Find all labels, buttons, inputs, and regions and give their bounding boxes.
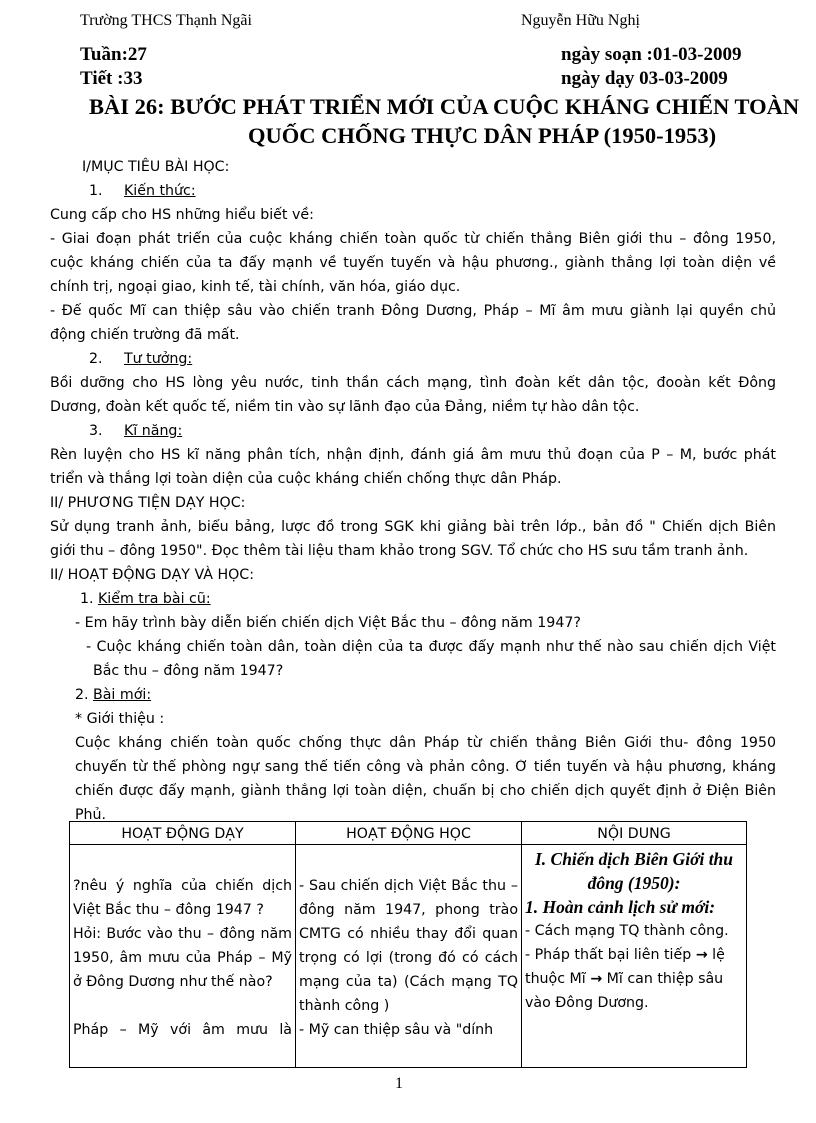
- activity-table: [69, 821, 747, 1068]
- attitude-line-1: Bồi dưỡng cho HS lòng yêu nước, tinh thần cách mạng, tình đoàn kết dân tộc, đooàn kết Đông: [50, 375, 776, 391]
- check-number: 1.: [80, 591, 94, 607]
- intro-label: * Giới thiệu :: [75, 711, 165, 727]
- intro-paragraph-line4: Phủ.: [75, 807, 107, 823]
- learning-answer-1: - Sau chiến dịch Việt Bắc thu – đông năm 1947, phong trào CMTG có nhiều thay đổi quan trọng có lợi (trong đó có cách mạng của ta) (Cách mạng TQ thành công ): [299, 878, 518, 1014]
- knowledge-label: Kiến thức:: [124, 183, 196, 199]
- attitude-label: Tư tưởng:: [124, 351, 193, 367]
- check-label: Kiểm tra bài cũ:: [98, 591, 211, 607]
- teaching-question-1: ?nêu ý nghĩa của chiến dịch Việt Bắc thu – đông 1947 ?: [73, 878, 292, 918]
- knowledge-intro: Cung cấp cho HS những hiểu biết về:: [50, 207, 314, 223]
- content-heading: I. Chiến dịch Biên Giới thu đông (1950):: [534, 849, 734, 893]
- skill-line-2: triển và thắng lợi toàn diện của cuộc kháng chiến chống thực dân Pháp.: [50, 471, 562, 487]
- review-question-2-line2: Bắc thu – đông năm 1947?: [93, 663, 284, 679]
- period-label: Tiết :33: [80, 68, 143, 89]
- review-question-2-line1: - Cuộc kháng chiến toàn dân, toàn diện của ta được đẩy mạnh như thế nào sau chiến dịch Việt: [86, 639, 776, 655]
- teaching-cell: [70, 845, 296, 1068]
- content-cell: [522, 845, 747, 1068]
- attitude-line-2: Dương, đoàn kết quốc tế, niềm tin vào sự lãnh đạo của Đảng, niềm tự hào dân tộc.: [50, 399, 640, 415]
- new-lesson-number: 2.: [75, 687, 89, 703]
- teaching-question-3: Pháp – Mỹ với âm mưu là: [73, 1022, 292, 1038]
- skill-line-1: Rèn luyện cho HS kĩ năng phân tích, nhận định, đánh giá âm mưu thủ đoạn của P – M, bước phát: [50, 447, 776, 463]
- right-arrow-icon: →: [695, 947, 708, 963]
- right-arrow-icon: →: [590, 971, 603, 987]
- new-lesson-label: Bài mới:: [93, 687, 152, 703]
- week-label: Tuần:27: [80, 44, 147, 65]
- teach-date: ngày dạy 03-03-2009: [561, 68, 728, 89]
- knowledge-line-5: động chiến trường đã mất.: [50, 327, 240, 343]
- learning-cell: [296, 845, 522, 1068]
- content-bullet-2c: Mĩ can thiệp sâu vào Đông Dương.: [525, 971, 724, 1011]
- section-materials-heading: II/ PHƯƠNG TIỆN DẠY HỌC:: [50, 495, 246, 511]
- section-objectives-heading: I/MỤC TIÊU BÀI HỌC:: [82, 159, 230, 175]
- lesson-title-line1: BÀI 26: BƯỚC PHÁT TRIỂN MỚI CỦA CUỘC KHÁNG CHIẾN TOÀN: [89, 94, 800, 119]
- skill-number: 3.: [89, 423, 103, 439]
- attitude-number: 2.: [89, 351, 103, 367]
- prep-date: ngày soạn :01-03-2009: [561, 44, 742, 65]
- knowledge-line-1: - Giai đoạn phát triển của cuộc kháng chiến toàn quốc từ chiến thắng Biên giới thu – đông 1950,: [50, 231, 776, 247]
- materials-line-1: Sử dụng tranh ảnh, biểu bảng, lược đồ trong SGK khi giảng bài trên lớp., bản đồ " Chiến dịch Biên: [50, 519, 776, 535]
- knowledge-line-2: cuộc kháng chiến của ta đẩy mạnh về tuyển tuyến và hậu phương., giành thắng lợi toàn diện về: [50, 255, 776, 271]
- header-teaching: HOẠT ĐỘNG DẠY: [70, 822, 296, 845]
- content-bullet-1: - Cách mạng TQ thành công.: [525, 923, 729, 939]
- table-row: [70, 845, 747, 1068]
- materials-line-2: giới thu – đông 1950". Đọc thêm tài liệu tham khảo trong SGV. Tổ chức cho HS sưu tầm tranh ảnh.: [50, 543, 749, 559]
- learning-answer-2: - Mỹ can thiệp sâu và "dính: [299, 1022, 494, 1038]
- content-bullet-2a: - Pháp thất bại liên tiếp: [525, 947, 692, 963]
- review-question-1: - Em hãy trình bày diễn biến chiến dịch Việt Bắc thu – đông năm 1947?: [75, 615, 581, 631]
- teacher-name: Nguyễn Hữu Nghị: [521, 12, 640, 29]
- school-name: Trường THCS Thạnh Ngãi: [80, 12, 252, 29]
- knowledge-line-3: chính trị, ngoại giao, kinh tế, tài chính, văn hóa, giáo dục.: [50, 279, 461, 295]
- intro-paragraph-line3: chiến được đẩy mạnh, giành thắng lợi toàn diện, chuẩn bị cho chiến dịch quyết định ở Điện Biên: [75, 783, 776, 799]
- intro-paragraph-line1: Cuộc kháng chiến toàn quốc chống thực dân Pháp từ chiến thắng Biên Giới thu- đông 1950: [75, 735, 776, 751]
- knowledge-line-4: - Đế quốc Mĩ can thiệp sâu vào chiến tranh Đông Dương, Pháp – Mĩ âm mưu giành lại quyền chủ: [50, 303, 776, 319]
- page-number: 1: [395, 1075, 403, 1092]
- teaching-question-2: Hỏi: Bước vào thu – đông năm 1950, âm mưu của Pháp – Mỹ ở Đông Dương như thế nào?: [73, 926, 292, 990]
- knowledge-number: 1.: [89, 183, 103, 199]
- header-content: NỘI DUNG: [522, 822, 747, 845]
- skill-label: Kĩ năng:: [124, 423, 183, 439]
- header-learning: HOẠT ĐỘNG HỌC: [296, 822, 522, 845]
- content-bullet-2: [525, 943, 743, 1015]
- content-subheading: 1. Hoàn cảnh lịch sử mới:: [525, 897, 716, 917]
- intro-paragraph-line2: chuyển từ thế phòng ngự sang thế tiến công và phản công. Ở tiền tuyến và hậu phương, kháng: [75, 759, 776, 775]
- content-bullet-2b: lệ thuộc Mĩ: [525, 947, 725, 987]
- section-activities-heading: II/ HOẠT ĐỘNG DẠY VÀ HỌC:: [50, 567, 254, 583]
- table-header-row: [70, 822, 747, 845]
- lesson-title-line2: QUỐC CHỐNG THỰC DÂN PHÁP (1950-1953): [248, 123, 717, 148]
